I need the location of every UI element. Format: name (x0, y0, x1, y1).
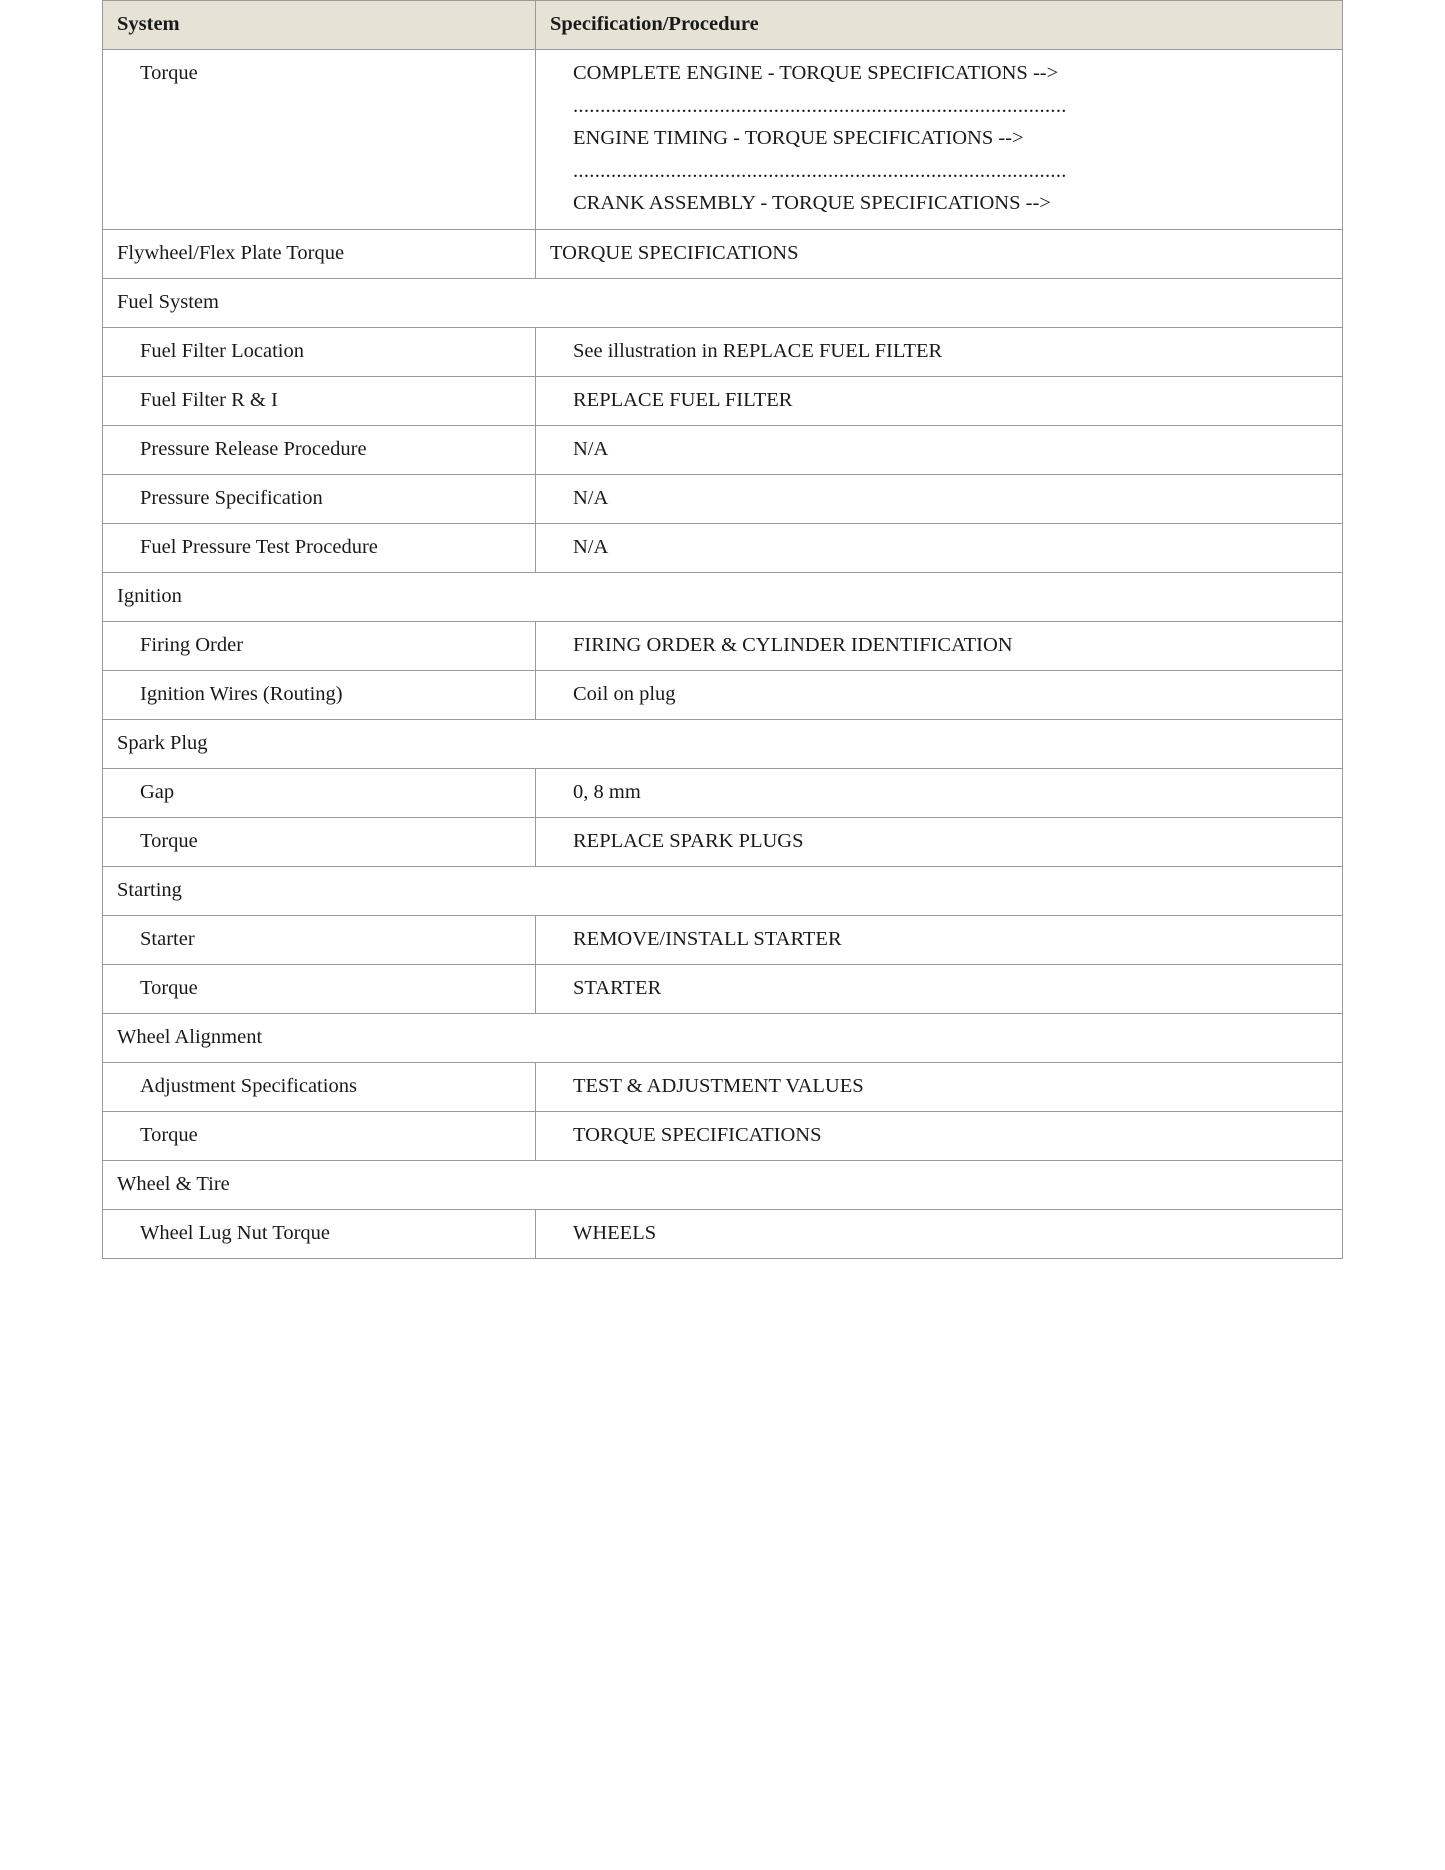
section-row (103, 720, 1343, 769)
section-title: Spark Plug (103, 720, 1343, 769)
section-title: Ignition (103, 573, 1343, 622)
table-row (103, 230, 1343, 279)
row-value-link[interactable]: FIRING ORDER & CYLINDER IDENTIFICATION (536, 622, 1343, 671)
row-value-link[interactable]: REPLACE SPARK PLUGS (536, 818, 1343, 867)
row-value-link[interactable]: TORQUE SPECIFICATIONS (536, 1112, 1343, 1161)
row-value-link[interactable]: TEST & ADJUSTMENT VALUES (536, 1063, 1343, 1112)
row-label: Firing Order (103, 622, 536, 671)
row-value: N/A (536, 524, 1343, 573)
section-row (103, 279, 1343, 328)
section-row (103, 1014, 1343, 1063)
section-row (103, 573, 1343, 622)
table-header-row (103, 1, 1343, 50)
section-title: Wheel Alignment (103, 1014, 1343, 1063)
table-row (103, 524, 1343, 573)
specification-table (102, 0, 1343, 1259)
section-title: Fuel System (103, 279, 1343, 328)
table-row (103, 50, 1343, 230)
row-label: Pressure Specification (103, 475, 536, 524)
row-value: N/A (536, 426, 1343, 475)
table-row (103, 1112, 1343, 1161)
table-row (103, 769, 1343, 818)
header-system: System (103, 1, 536, 50)
row-label: Fuel Filter R & I (103, 377, 536, 426)
row-label: Torque (103, 50, 536, 230)
row-label: Flywheel/Flex Plate Torque (103, 230, 536, 279)
table-row (103, 622, 1343, 671)
table-row (103, 916, 1343, 965)
table-row (103, 671, 1343, 720)
row-label: Ignition Wires (Routing) (103, 671, 536, 720)
table-row (103, 1063, 1343, 1112)
row-label: Pressure Release Procedure (103, 426, 536, 475)
table-row (103, 475, 1343, 524)
table-row (103, 328, 1343, 377)
header-specification: Specification/Procedure (536, 1, 1343, 50)
table-row (103, 426, 1343, 475)
section-row (103, 867, 1343, 916)
table-row (103, 1210, 1343, 1259)
row-value-multi (536, 50, 1343, 230)
table-row (103, 377, 1343, 426)
row-label: Torque (103, 818, 536, 867)
row-value-link[interactable]: STARTER (536, 965, 1343, 1014)
row-value-link[interactable]: WHEELS (536, 1210, 1343, 1259)
row-label: Torque (103, 1112, 536, 1161)
dotted-separator: ........................................................................................... (573, 159, 1067, 182)
table-row (103, 965, 1343, 1014)
row-value: Coil on plug (536, 671, 1343, 720)
row-label: Gap (103, 769, 536, 818)
dotted-separator: ........................................................................................... (573, 94, 1067, 117)
row-value-link[interactable]: TORQUE SPECIFICATIONS (536, 230, 1343, 279)
row-label: Adjustment Specifications (103, 1063, 536, 1112)
table-row (103, 818, 1343, 867)
link-engine-timing-torque[interactable]: ENGINE TIMING - TORQUE SPECIFICATIONS --> (573, 127, 1024, 149)
section-row (103, 1161, 1343, 1210)
row-label: Torque (103, 965, 536, 1014)
row-label: Fuel Filter Location (103, 328, 536, 377)
row-label: Wheel Lug Nut Torque (103, 1210, 536, 1259)
link-complete-engine-torque[interactable]: COMPLETE ENGINE - TORQUE SPECIFICATIONS --> (573, 62, 1059, 84)
row-value: N/A (536, 475, 1343, 524)
link-crank-assembly-torque[interactable]: CRANK ASSEMBLY - TORQUE SPECIFICATIONS --> (573, 192, 1051, 214)
row-value: 0, 8 mm (536, 769, 1343, 818)
row-value-link[interactable]: REMOVE/INSTALL STARTER (536, 916, 1343, 965)
section-title: Wheel & Tire (103, 1161, 1343, 1210)
row-label: Fuel Pressure Test Procedure (103, 524, 536, 573)
section-title: Starting (103, 867, 1343, 916)
row-value-link[interactable]: See illustration in REPLACE FUEL FILTER (536, 328, 1343, 377)
row-value-link[interactable]: REPLACE FUEL FILTER (536, 377, 1343, 426)
row-label: Starter (103, 916, 536, 965)
